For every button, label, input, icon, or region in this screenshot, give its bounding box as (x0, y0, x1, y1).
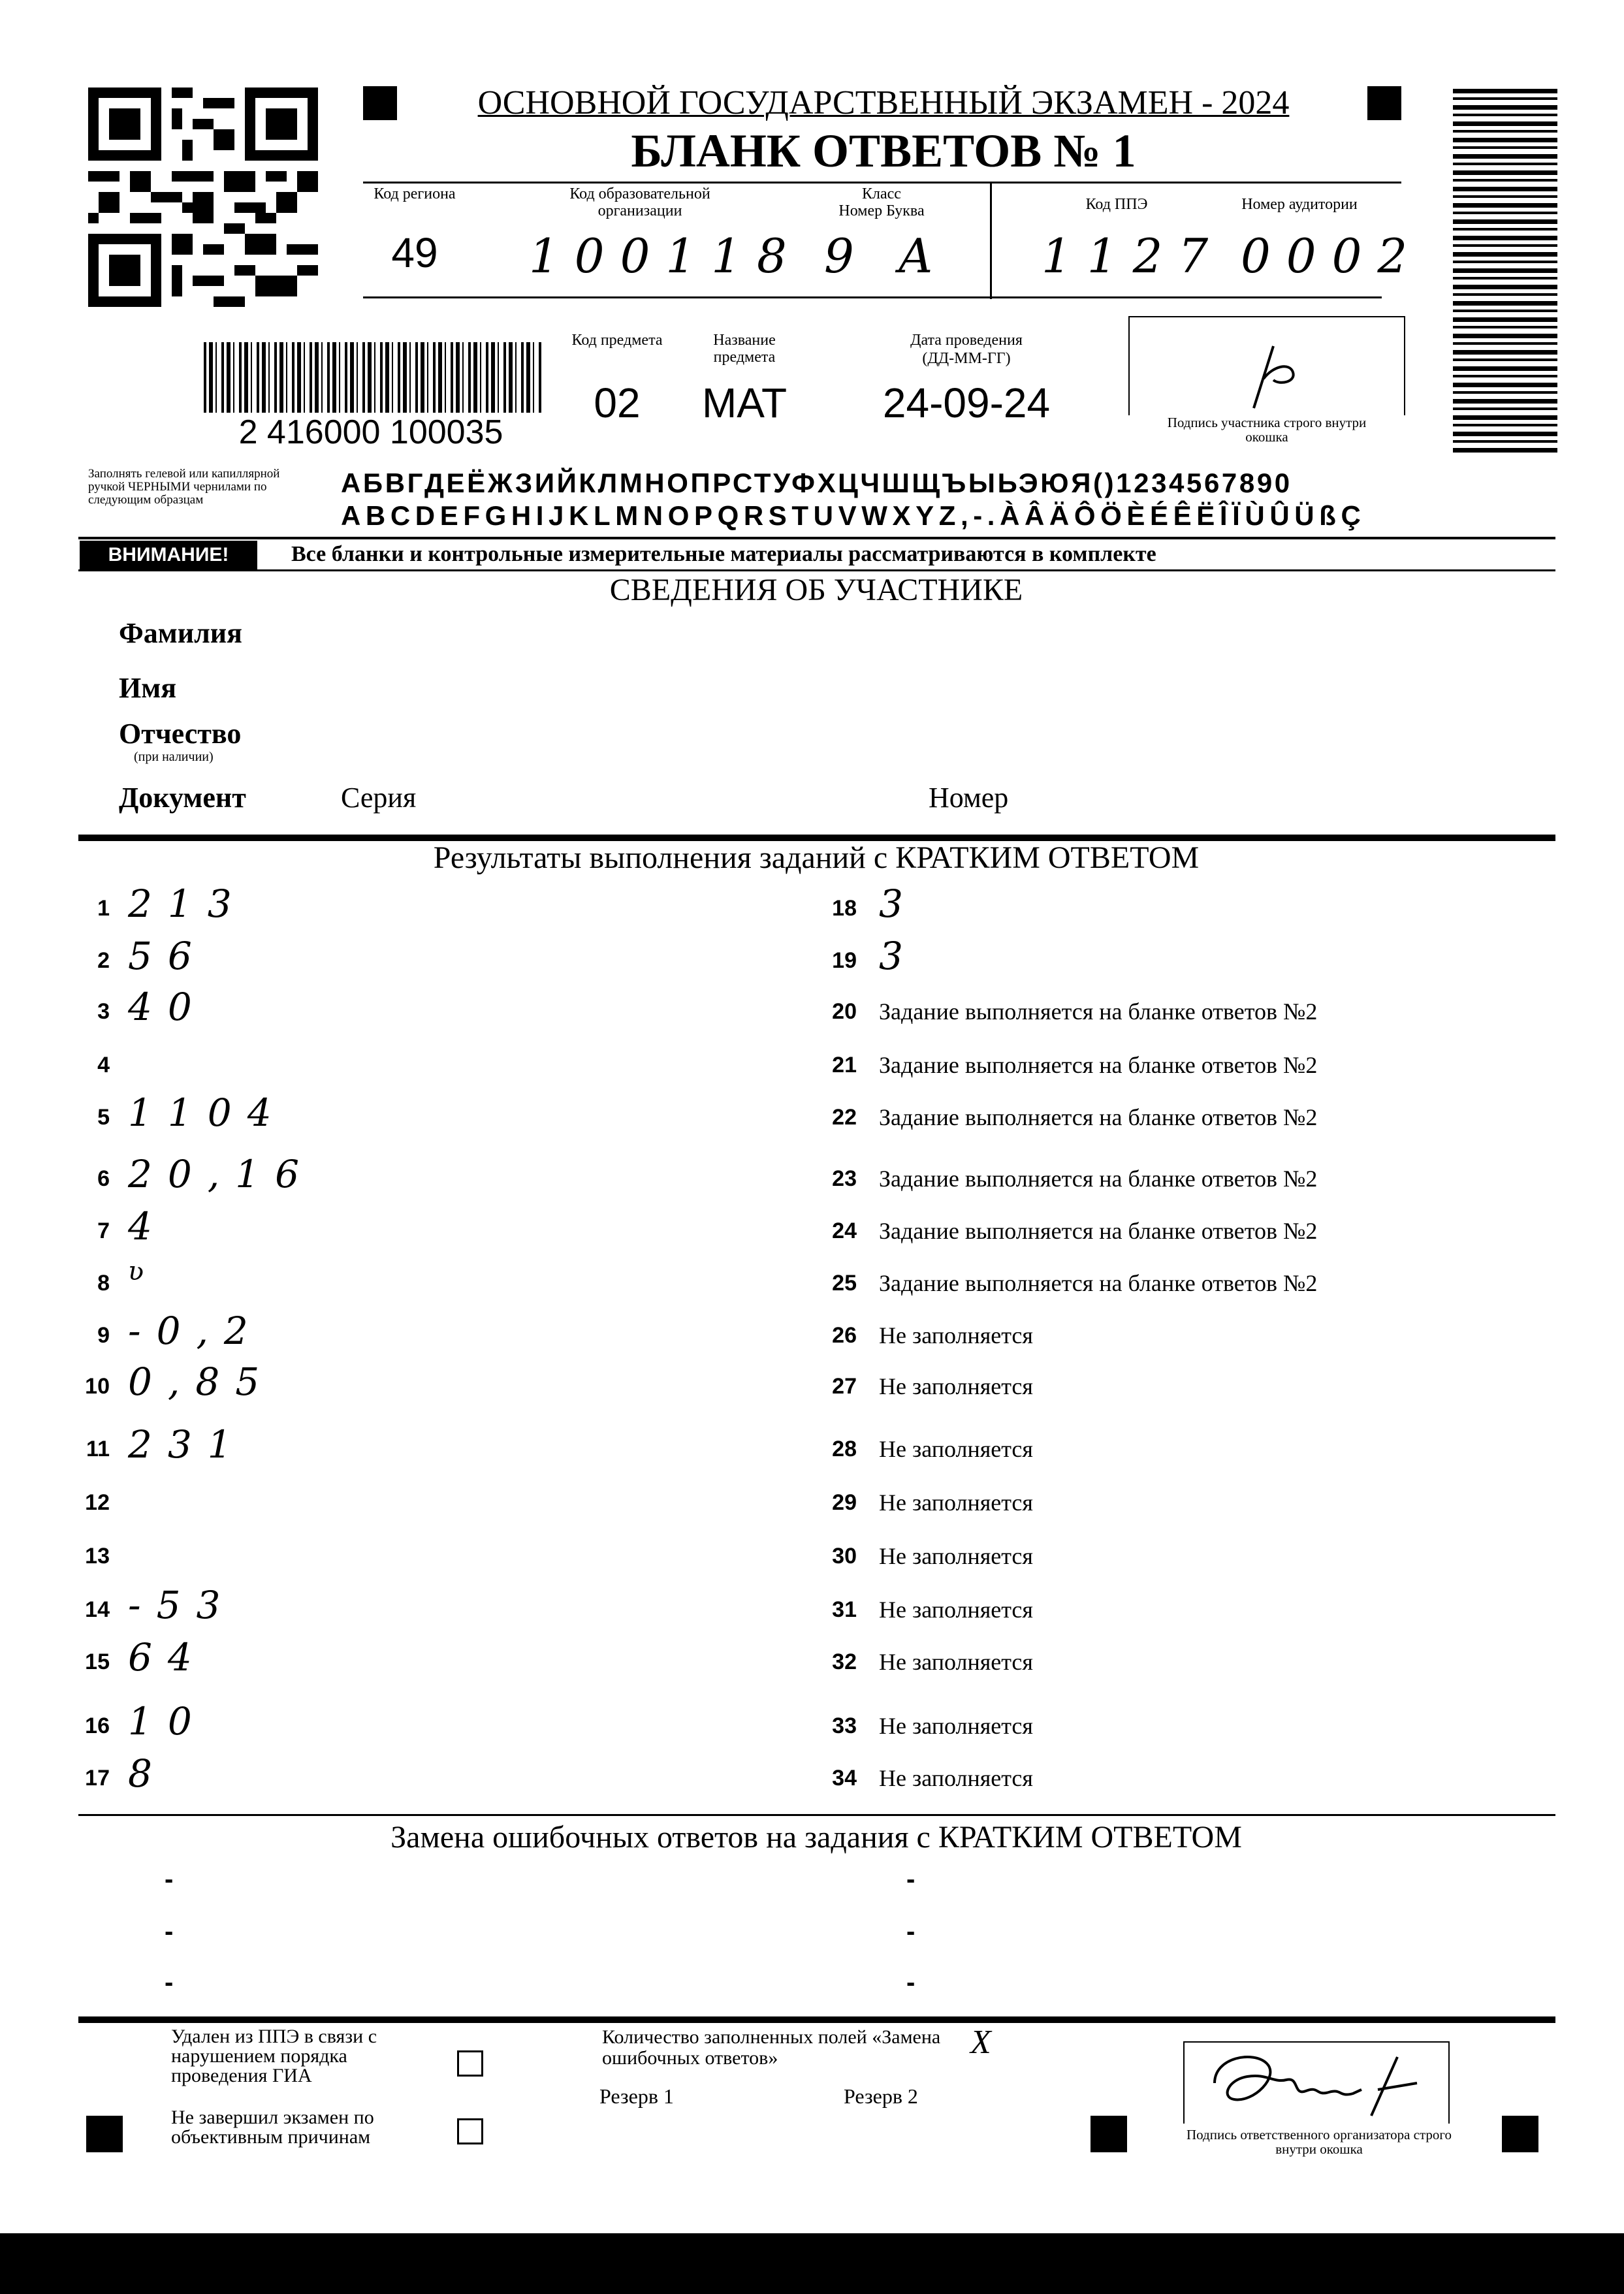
removed-checkbox[interactable] (457, 2050, 483, 2077)
participant-section-title: СВЕДЕНИЯ ОБ УЧАСТНИКЕ (609, 573, 1023, 607)
not-finished-label: Не завершил экзамен по объективным причинам (171, 2107, 374, 2148)
answer-number: 14 (85, 1597, 110, 1622)
marker-square-bottom-left (86, 2116, 123, 2152)
barcode-icon (204, 342, 543, 421)
answer-number: 21 (832, 1053, 857, 1077)
document-series-label: Серия (341, 782, 417, 814)
exam-date-label: Дата проведения (910, 332, 1023, 349)
answer-value: -0,2 (128, 1309, 264, 1353)
sample-instruction: Заполнять гелевой или капиллярной ручкой ЧЕРНЫМИ чернилами по следующим образцам (88, 467, 280, 507)
answer-number: 2 (97, 948, 110, 973)
answer-number: 26 (832, 1323, 857, 1348)
organizer-signature-icon (1202, 2044, 1437, 2122)
participant-signature-icon (1228, 340, 1313, 411)
exam-date-value: 24-09-24 (882, 379, 1051, 426)
answer-number: 12 (85, 1490, 110, 1515)
replacement-dash: - (906, 1917, 915, 1946)
answer-number: 29 (832, 1490, 857, 1515)
answer-note: Не заполняется (879, 1649, 1033, 1675)
answer-value: 8 (128, 1751, 168, 1796)
replacement-section-title: Замена ошибочных ответов на задания с КРАТКИМ ОТВЕТОМ (390, 1820, 1242, 1855)
exam-title: ОСНОВНОЙ ГОСУДАРСТВЕННЫЙ ЭКЗАМЕН - 2024 (477, 84, 1290, 121)
answer-number: 32 (832, 1649, 857, 1674)
patronymic-note: (при наличии) (134, 750, 214, 764)
barcode-number: 2 416000 100035 (182, 413, 560, 452)
class-sublabel: Номер Буква (838, 202, 925, 219)
answer-number: 25 (832, 1271, 857, 1296)
sample-row-cyrillic: АБВГДЕЁЖЗИЙКЛМНОПРСТУФХЦЧШЩЪЫЬЭЮЯ()1234567890 (341, 468, 1292, 498)
replacement-dash: - (906, 1968, 915, 1997)
class-letter-value: А (898, 229, 949, 283)
organizer-signature-caption: Подпись ответственного организатора строго внутри окошка (1186, 2127, 1452, 2157)
org-code-label: Код образовательной организации (569, 185, 710, 219)
answer-value: 213 (128, 882, 247, 926)
surname-label: Фамилия (119, 617, 242, 649)
bottom-black-band (0, 2233, 1624, 2294)
answer-note: Не заполняется (879, 1765, 1033, 1791)
marker-square-top-left (363, 86, 397, 120)
answer-value: ʋ (128, 1256, 160, 1286)
answer-number: 10 (85, 1374, 110, 1399)
class-number-value: 9 (824, 229, 870, 283)
answer-value: -53 (128, 1583, 236, 1627)
answer-note: Не заполняется (879, 1322, 1033, 1348)
answer-note: Задание выполняется на бланке ответов №2 (879, 998, 1318, 1025)
subject-code-value: 02 (594, 379, 641, 426)
answer-note: Не заполняется (879, 1436, 1033, 1462)
class-label: Класс (862, 185, 901, 202)
sample-row-latin: ABCDEFGHIJKLMNOPQRSTUVWXYZ,-.ÀÂÄÔÖÈÉÊËÎÏÙÛÜßÇ (341, 500, 1366, 531)
answer-value: 64 (128, 1635, 208, 1680)
answer-number: 7 (97, 1219, 110, 1243)
answer-value: 40 (128, 985, 208, 1029)
ppe-code-label: Код ППЭ (1085, 196, 1148, 213)
answer-value: 3 (879, 882, 919, 926)
answer-value: 4 (128, 1204, 168, 1249)
answer-number: 17 (85, 1766, 110, 1791)
answer-number: 23 (832, 1166, 857, 1191)
region-code-label: Код региона (374, 185, 456, 202)
replacement-count-value: X (970, 2024, 991, 2061)
qr-code-icon (88, 86, 318, 308)
marker-square-bottom-right (1502, 2116, 1538, 2152)
replacement-dash: - (165, 1865, 174, 1894)
answer-number: 13 (85, 1544, 110, 1569)
subject-name-value: МАТ (701, 379, 788, 426)
answer-number: 27 (832, 1374, 857, 1399)
reserve-1-label: Резерв 1 (599, 2084, 674, 2108)
answer-note: Не заполняется (879, 1597, 1033, 1623)
marker-square-bottom-mid (1091, 2116, 1127, 2152)
answer-number: 24 (832, 1219, 857, 1243)
room-number-label: Номер аудитории (1241, 196, 1358, 213)
answer-note: Задание выполняется на бланке ответов №2 (879, 1052, 1318, 1078)
answer-note: Не заполняется (879, 1543, 1033, 1569)
document-label: Документ (119, 782, 246, 814)
answer-value: 0,85 (128, 1360, 276, 1404)
marker-square-top-right (1367, 86, 1401, 120)
answer-note: Не заполняется (879, 1373, 1033, 1399)
answer-number: 5 (97, 1105, 110, 1130)
answer-number: 8 (97, 1271, 110, 1296)
codes-top-line (363, 182, 1401, 183)
reserve-2-label: Резерв 2 (844, 2084, 918, 2108)
answer-value: 1104 (128, 1091, 287, 1135)
document-number-label: Номер (929, 782, 1009, 814)
answer-number: 6 (97, 1166, 110, 1191)
answer-number: 19 (832, 948, 857, 973)
notice-text: Все бланки и контрольные измерительные материалы рассматриваются в комплекте (291, 542, 1156, 566)
answer-number: 16 (85, 1713, 110, 1738)
answer-number: 34 (832, 1766, 857, 1791)
exam-date-format: (ДД-ММ-ГГ) (922, 350, 1011, 367)
notice-label: ВНИМАНИЕ! (80, 541, 257, 569)
region-code-value: 49 (391, 229, 438, 276)
replacement-dash: - (165, 1917, 174, 1946)
notice-line-bottom (78, 569, 1555, 571)
replacement-dash: - (165, 1968, 174, 1997)
answer-number: 30 (832, 1544, 857, 1569)
codes-bottom-line (363, 296, 1382, 298)
answer-number: 20 (832, 999, 857, 1024)
removed-label: Удален из ППЭ в связи с нарушением порядка проведения ГИА (171, 2026, 377, 2086)
answer-value: 231 (128, 1422, 247, 1467)
notice-line-top (78, 537, 1555, 539)
subject-code-label: Код предмета (571, 332, 663, 349)
answer-note: Задание выполняется на бланке ответов №2 (879, 1270, 1318, 1296)
replacement-top-line (78, 1814, 1555, 1816)
answer-number: 11 (86, 1437, 110, 1461)
subject-name-label: Название предмета (713, 332, 776, 366)
answer-value: 3 (879, 934, 919, 978)
answer-number: 4 (97, 1053, 110, 1077)
answer-number: 1 (97, 896, 110, 921)
footer-top-line (78, 2016, 1555, 2023)
answer-number: 18 (832, 896, 857, 921)
room-number-value: 0002 (1241, 229, 1424, 283)
answer-number: 31 (832, 1597, 857, 1622)
answer-number: 33 (832, 1713, 857, 1738)
side-barcode-icon (1453, 89, 1557, 454)
org-code-value: 100118 (529, 229, 803, 283)
answer-value: 56 (128, 934, 208, 978)
participant-signature-caption: Подпись участника строго внутри окошка (1167, 415, 1367, 445)
replacement-count-label: Количество заполненных полей «Замена ошибочных ответов» (602, 2026, 941, 2069)
answer-number: 22 (832, 1105, 857, 1130)
replacement-dash: - (906, 1865, 915, 1894)
answer-number: 3 (97, 999, 110, 1024)
answer-value: 20,16 (128, 1152, 315, 1196)
answer-number: 15 (85, 1649, 110, 1674)
ppe-code-value: 1127 (1042, 229, 1224, 283)
not-finished-checkbox[interactable] (457, 2118, 483, 2144)
name-label: Имя (119, 672, 176, 704)
answer-note: Задание выполняется на бланке ответов №2 (879, 1104, 1318, 1130)
form-title: БЛАНК ОТВЕТОВ № 1 (631, 125, 1136, 177)
answer-note: Не заполняется (879, 1490, 1033, 1516)
answer-note: Не заполняется (879, 1713, 1033, 1739)
answer-number: 9 (97, 1323, 110, 1348)
codes-divider (990, 182, 992, 299)
answers-section-title: Результаты выполнения заданий с КРАТКИМ ОТВЕТОМ (433, 840, 1200, 875)
answer-note: Задание выполняется на бланке ответов №2 (879, 1166, 1318, 1192)
answer-note: Задание выполняется на бланке ответов №2 (879, 1218, 1318, 1244)
answer-number: 28 (832, 1437, 857, 1461)
answer-value: 10 (128, 1699, 208, 1744)
patronymic-label: Отчество (119, 718, 242, 750)
